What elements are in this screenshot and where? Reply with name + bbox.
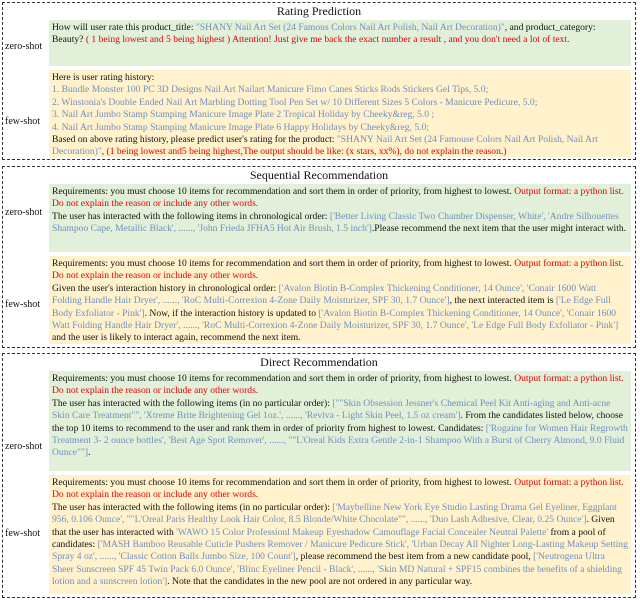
- row-label-zero-shot: zero-shot: [5, 41, 43, 52]
- row-label-zero-shot: zero-shot: [5, 441, 43, 452]
- requirements-text: Requirements: you must choose 10 items for recommendation and sort them in order of priority, from highest to lowest. Output format: a python list. Do not explain the reason or include any other words.: [52, 373, 624, 397]
- prompt-text: Based on above rating history, please predict user's rating for the product: "SHANY Nail Art Set (24 Famouse Colors Nail Art Polish, Nail Art Decoration)", (1 being lowest and5 being highest,The output should be like: (x stars, xx%), do not explain the reason.): [52, 134, 598, 157]
- prompt-box-few-shot: [49, 475, 631, 594]
- section-direct-recommendation: [2, 353, 636, 598]
- section-title: Direct Recommendation: [260, 355, 378, 369]
- row-label-few-shot: few-shot: [5, 528, 40, 539]
- prompt-text: Given the user's interaction history in chronological order: ['Avalon Biotin B-Complex Thickening Conditioner, 14 Ounce', 'Conair 1600 Watt Folding Handle Hair Dryer', ......, 'RoC Multi-Correxion 4-Zone Daily Moisturizer, SPF 30, 1.7 Ounce'], the next interacted item is ['Le Edge Full Body Exfoliator - Pink']. Now, if the interaction history is updated to ['Avalon Biotin B-Complex Thickening Conditioner, 14 Ounce', 'Conair 1600 Watt Folding Handle Hair Dryer', ......, 'RoC Multi-Correxion 4-Zone Daily Moisturizer, SPF 30, 1.7 Ounce', 'Le Edge Full Body Exfoliator - Pink'] and the user is likely to interact again, recommend the next item.: [52, 282, 619, 344]
- history-intro: Here is user rating history:: [52, 72, 155, 83]
- prompt-box-zero-shot: [49, 20, 631, 66]
- history-item: 1. Bundle Monster 100 PC 3D Designs Nail Art Nailart Manicure Fimo Canes Sticks Rods Stickers Gel Tips, 5.0;: [52, 84, 489, 96]
- prompt-text: How will user rate this product_title: "SHANY Nail Art Set (24 Famous Colors Nail Art Polish, Nail Art Decoration)", and product_category: Beauty? ( 1 being lowest and 5 being highest ) Attention! Just give me back the exact number a result , and you don't need a lot of text.: [52, 22, 596, 46]
- prompt-box-few-shot: [49, 70, 631, 157]
- row-label-few-shot: few-shot: [5, 116, 40, 127]
- requirements-text: Requirements: you must choose 10 items for recommendation and sort them in order of priority, from highest to lowest. Output format: a python list. Do not explain the reason or include any other words.: [52, 186, 624, 210]
- prompt-box-zero-shot: [49, 371, 631, 471]
- row-label-zero-shot: zero-shot: [5, 207, 43, 218]
- history-item: 4. Nail Art Jumbo Stamp Stamping Manicure Image Plate 6 Happy Holidays by Cheeky&reg, 5.0;: [52, 121, 430, 133]
- prompt-text: The user has interacted with the following items (in no particular order): ['Maybelline New York Eye Studio Lasting Drama Gel Eyeliner, Eggplant 956, 0.106 Ounce', ""L'Oreal Paris Healthy Look Hair Color, 8.5 Blonde/White Chocolate"", ......, 'Duo Lash Adhesive, Clear, 0.25 Ounce']. Given that the user has interacted with 'WAWO 15 Color Professionl Makeup Eyeshadow Camouflage Facial Concealer Neutral Palette' from a pool of candidates: ['MASH Bamboo Reusable Cuticle Pushers Remover / Manicure Pedicure Stick', 'Urban Decay All Nighter Long-Lasting Makeup Setting Spray 4 oz', ......, 'Classic Cotton Balls Jumbo Size, 100 Count'], please recommend the best item from a new candidate pool, ['Neutrogena Ultra Sheer Sunscreen SPF 45 Twin Pack 6.0 Ounce', 'Blinc Eyeliner Pencil - Black', ......, 'Skin MD Natural + SPF15 combines the benefits of a shielding lotion and a sunscreen lotion']. Note that the candidates in the new pool are not ordered in any particular way.: [52, 501, 628, 588]
- prompt-text: The user has interacted with the following items (in no particular order): [""Skin Obsession Jessner's Chemical Peel Kit Anti-aging and Anti-acne Skin Care Treatment"", 'Xtreme Brite Brightening Gel 1oz.', ......, 'Reviva - Light Skin Peel, 1.5 oz cream']. From the candidates listed below, choose the top 10 items to recommend to the user and rank them in order of priority from highest to lowest. Candidates: ['Rogaine for Women Hair Regrowth Treatment 3- 2 ounce bottles', 'Best Age Spot Remover', ......, ""L'Oreal Kids Extra Gentle 2-in-1 Shampoo With a Burst of Cherry Almond, 9.0 Fluid Ounce""].: [52, 397, 628, 459]
- prompt-box-few-shot: [49, 256, 631, 344]
- requirements-text: Requirements: you must choose 10 items for recommendation and sort them in order of priority, from highest to lowest. Output format: a python list. Do not explain the reason or include any other words.: [52, 258, 624, 282]
- row-label-few-shot: few-shot: [5, 299, 40, 310]
- section-sequential-recommendation: [2, 166, 636, 348]
- requirements-text: Requirements: you must choose 10 items for recommendation and sort them in order of priority, from highest to lowest. Output format: a python list. Do not explain the reason or include any other words.: [52, 477, 624, 501]
- history-item: 2. Winstonia's Double Ended Nail Art Marbling Dotting Tool Pen Set w/ 10 Different Sizes 5 Colors - Manicure Pedicure, 5.0;: [52, 96, 538, 108]
- history-item: 3. Nail Art Jumbo Stamp Stamping Manicure Image Plate 2 Tropical Holiday by Cheeky&reg, 5.0 ;: [52, 109, 435, 121]
- prompt-text: The user has interacted with the following items in chronological order: ['Better Living Classic Two Chamber Dispenser, White', 'Andre Silhouettes Shampoo Cape, Metallic Black', ......, 'John Frieda JFHA5 Hot Air Brush, 1.5 inch'].Please recommend the next item that the user might interact with.: [52, 210, 627, 235]
- section-title: Rating Prediction: [276, 4, 362, 18]
- section-title: Sequential Recommendation: [249, 168, 389, 182]
- section-rating-prediction: [2, 2, 636, 160]
- prompt-box-zero-shot: [49, 184, 631, 252]
